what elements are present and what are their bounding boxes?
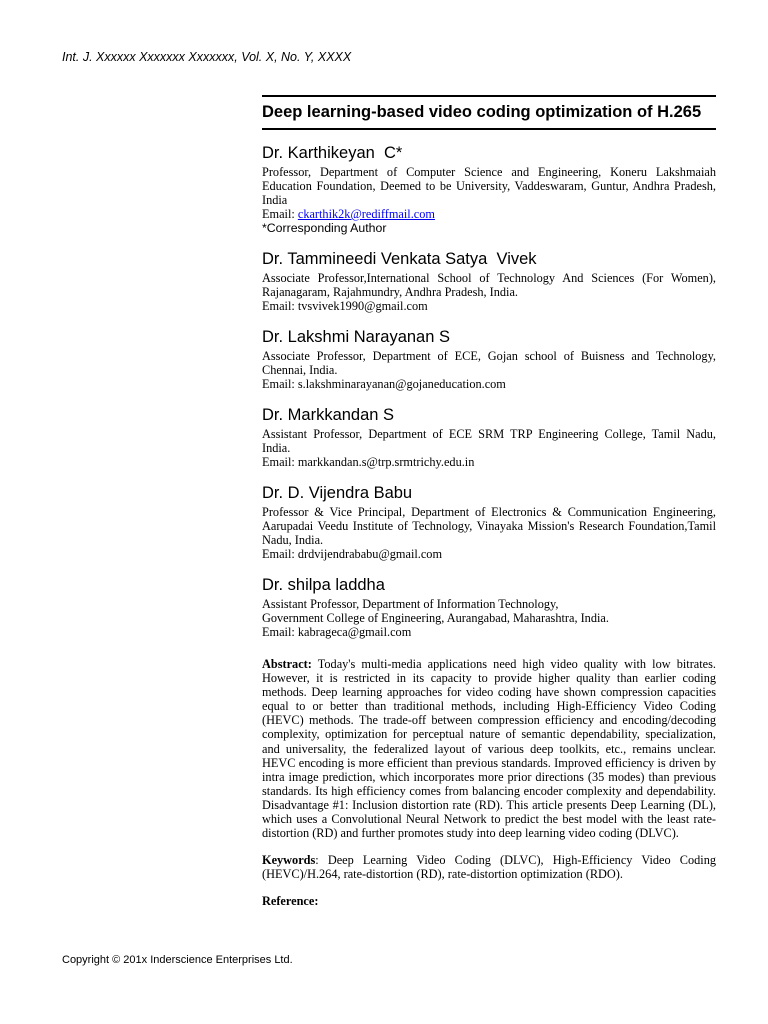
email-label: Email: (262, 455, 298, 469)
author-email-address: markkandan.s@trp.srmtrichy.edu.in (297, 455, 475, 469)
title-block (262, 95, 716, 130)
paper-title: Deep learning-based video coding optimization of H.265 (262, 103, 702, 121)
author-affiliation: Professor, Department of Computer Science and Engineering, Koneru Lakshmaiah Education Foundation, Deemed to be University, Vaddeswaram, Guntur, Andhra Pradesh, India (262, 165, 716, 207)
author-name: Dr. Markkandan S (262, 406, 395, 424)
author-name: Dr. Lakshmi Narayanan S (262, 328, 451, 346)
author-affiliation: Associate Professor,International School of Technology And Sciences (For Women), Rajanagaram, Rajahmundry, Andhra Pradesh, India. (262, 271, 716, 299)
journal-header: Int. J. Xxxxxx Xxxxxxx Xxxxxxx, Vol. X, No. Y, XXXX (62, 50, 352, 64)
keywords-label: Keywords (262, 853, 316, 868)
author-email-address: drdvijendrababu@gmail.com (297, 547, 443, 561)
author-email (262, 377, 716, 391)
author-email-address: tvsvivek1990@gmail.com (297, 299, 428, 313)
email-label: Email: (262, 299, 298, 313)
author-email-link[interactable]: ckarthik2k@rediffmail.com (297, 207, 435, 221)
author-name: Dr. Karthikeyan C* (262, 144, 403, 162)
email-label: Email: (262, 625, 298, 639)
author-block (262, 144, 716, 235)
email-label: Email: (262, 547, 298, 561)
author-affiliation-line: Government College of Engineering, Aurangabad, Maharashtra, India. (262, 611, 609, 625)
author-affiliation: Assistant Professor, Department of ECE SRM TRP Engineering College, Tamil Nadu, India. (262, 427, 716, 455)
author-email (262, 299, 716, 313)
abstract-text: Today's multi-media applications need high video quality with low bitrates. However, it is restricted in its capacity to provide higher quality than earlier coding methods. Deep learning approaches for video coding have shown compression capacities equal to or better than traditional methods, including High-Efficiency Video Coding (HEVC) methods. The trade-off between compression efficiency and encoding/decoding complexity, optimization for perceptual nature of semantic dependability, specialization, and universality, the federalized layout of various deep toolkits, etc., remains unclear. HEVC encoding is more efficient than previous standards. Improved efficiency is driven by intra image prediction, which incorporates more prior directions (35 modes) than previous standards. Its high efficiency comes from balancing encoder complexity and dependability. Disadvantage #1: Inclusion distortion rate (RD). This article presents Deep Learning (DL), which uses a Convolutional Neural Network to predict the best model with the least rate-distortion (RD) and further promotes study into deep learning video coding (DLVC). (262, 657, 716, 841)
abstract-label: Abstract: (262, 657, 312, 671)
author-block (262, 328, 716, 391)
author-block (262, 484, 716, 561)
author-block (262, 406, 716, 469)
author-email (262, 455, 716, 469)
author-name: Dr. shilpa laddha (262, 576, 385, 594)
keywords-text: : Deep Learning Video Coding (DLVC), High-Efficiency Video Coding (HEVC)/H.264, rate-distortion (RD), rate-distortion optimization (RDO). (262, 853, 716, 882)
abstract (262, 657, 716, 840)
author-block (262, 576, 716, 639)
author-name: Dr. Tammineedi Venkata Satya Vivek (262, 250, 537, 268)
author-email (262, 625, 716, 639)
copyright-footer: Copyright © 201x Inderscience Enterprises Ltd. (62, 954, 293, 966)
author-email-address: kabrageca@gmail.com (297, 625, 412, 639)
paper-content (262, 95, 716, 922)
corresponding-author-note: *Corresponding Author (262, 221, 387, 235)
email-label: Email: (262, 377, 298, 391)
author-name: Dr. D. Vijendra Babu (262, 484, 413, 502)
keywords (262, 853, 716, 881)
author-email (262, 547, 716, 561)
reference-heading: Reference: (262, 894, 319, 909)
author-block (262, 250, 716, 313)
author-email (262, 207, 716, 221)
author-email-address: s.lakshminarayanan@gojaneducation.com (297, 377, 506, 391)
author-affiliation-line: Assistant Professor, Department of Information Technology, (262, 597, 559, 611)
author-affiliation: Associate Professor, Department of ECE, Gojan school of Buisness and Technology, Chennai, India. (262, 349, 716, 377)
email-label: Email: (262, 207, 298, 221)
author-affiliation: Professor & Vice Principal, Department of Electronics & Communication Engineering, Aarupadai Veedu Institute of Technology, Vinayaka Mission's Research Foundation,Tamil Nadu, India. (262, 505, 716, 547)
